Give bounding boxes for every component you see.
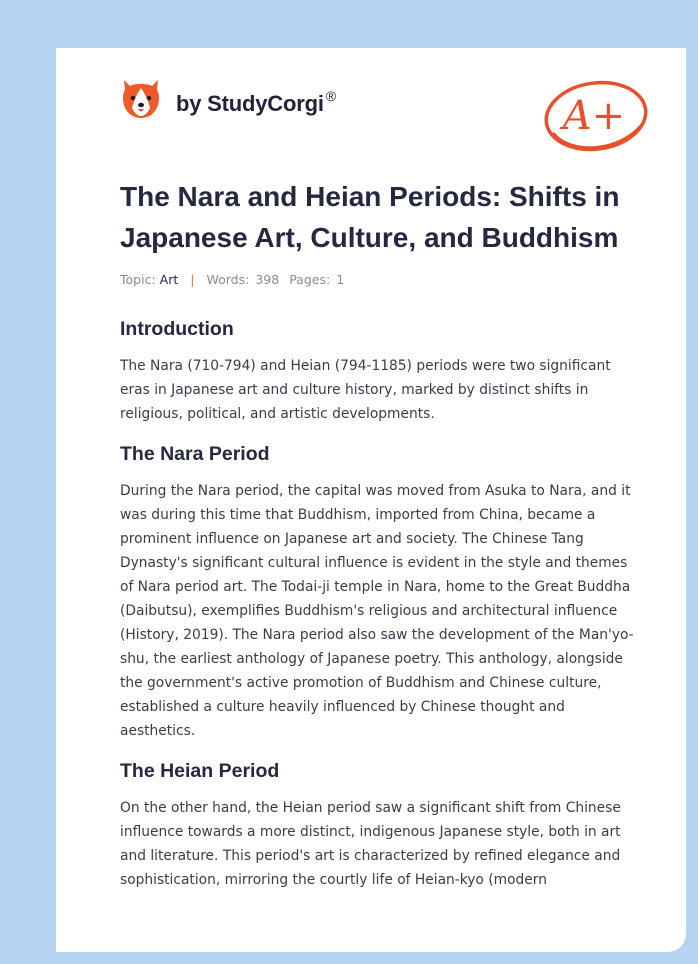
words-value: 398: [255, 272, 280, 287]
section-heading-nara-period: The Nara Period: [120, 443, 270, 465]
section-body-nara-period: During the Nara period, the capital was moved from Asuka to Nara, and it was during this time that Buddhism, imported from China, became a prominent influence on Japanese art and society. The Chinese Tang Dynasty's significant cultural influence is evident in the style and themes of Nara period art. The Todai-ji temple in Nara, home to the Great Buddha (Daibutsu), exemplifies Buddhism's religious and architectural influence (History, 2019). The Nara period also saw the development of the Man'yo-shu, the earliest anthology of Japanese poetry. This anthology, alongside the government's active promotion of Buddhism and Chinese culture, established a culture heavily influenced by Chinese thought and aesthetics.: [120, 483, 634, 739]
corgi-icon: [120, 76, 162, 122]
studycorgi-logo[interactable]: [120, 76, 336, 122]
meta-separator: |: [190, 272, 195, 287]
pages-label: Pages:: [289, 272, 331, 287]
pages-value: 1: [336, 272, 345, 287]
document-meta: [120, 272, 635, 287]
words-label: Words:: [206, 272, 250, 287]
section-heading-heian-period: The Heian Period: [120, 760, 280, 782]
section-heading-introduction: Introduction: [120, 318, 234, 340]
section-body-introduction: The Nara (710-794) and Heian (794-1185) periods were two significant eras in Japanese art and culture history, marked by distinct shifts in religious, political, and artistic developments.: [120, 358, 611, 422]
header: [120, 76, 650, 156]
grade-a-plus-icon: [540, 76, 652, 156]
brand-name: by StudyCorgi ®: [176, 87, 336, 116]
topic-link[interactable]: Art: [159, 272, 179, 287]
grade-badge-text: A+: [562, 93, 626, 139]
document-content: [120, 176, 635, 892]
document-title: The Nara and Heian Periods: Shifts in Japanese Art, Culture, and Buddhism: [120, 181, 620, 253]
document-page: [56, 48, 686, 952]
topic-label: Topic:: [120, 272, 156, 287]
section-body-heian-period: On the other hand, the Heian period saw a significant shift from Chinese influence towards a more distinct, indigenous Japanese style, both in art and literature. This period's art is characterized by refined elegance and sophistication, mirroring the courtly life of Heian-kyo (modern: [120, 800, 621, 888]
